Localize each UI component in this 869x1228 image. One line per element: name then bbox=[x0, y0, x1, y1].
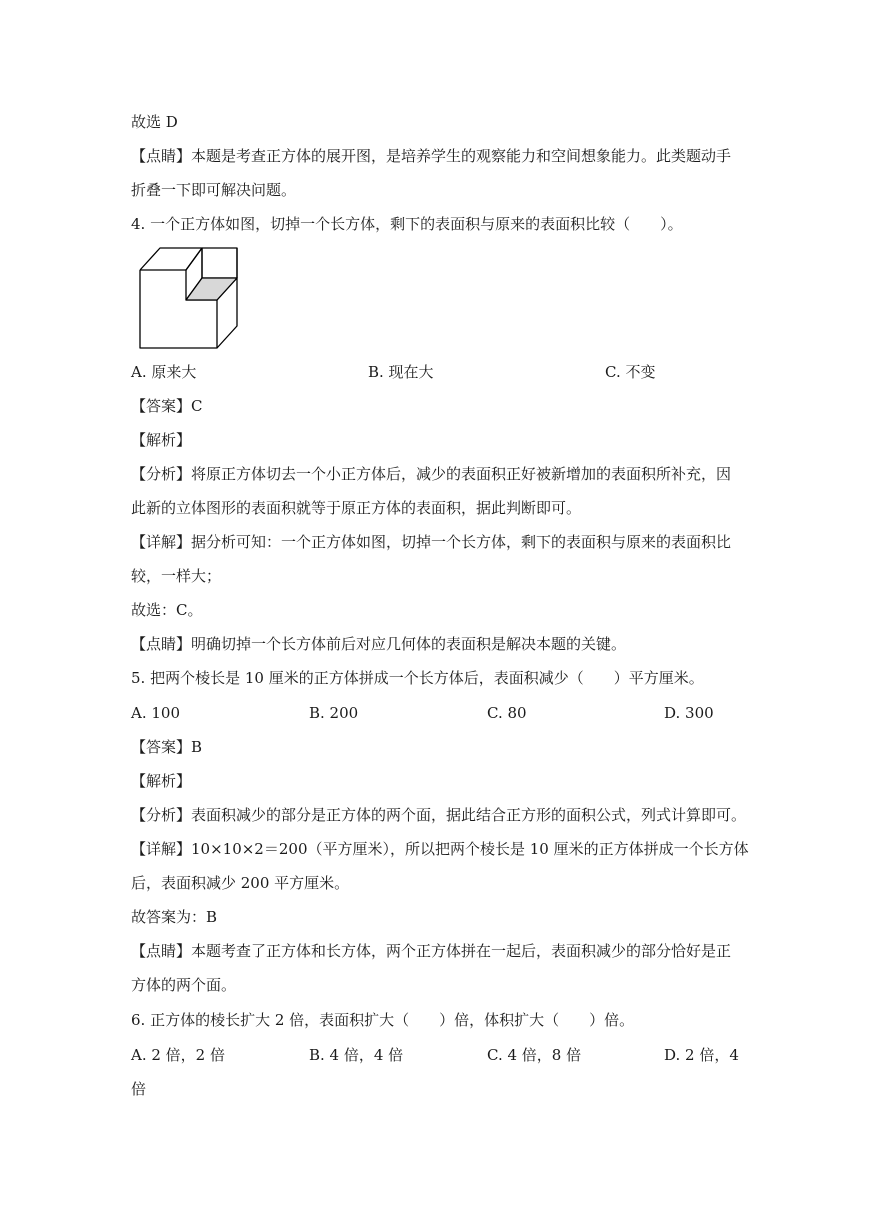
text-line: 倍 bbox=[131, 1080, 147, 1098]
question-6: 6. 正方体的棱长扩大 2 倍，表面积扩大（ ）倍，体积扩大（ ）倍。 bbox=[131, 1011, 635, 1029]
text-line: 【分析】表面积减少的部分是正方体的两个面，据此结合正方形的面积公式，列式计算即可。 bbox=[131, 806, 747, 824]
q6-option-b: B. 4 倍，4 倍 bbox=[309, 1046, 404, 1064]
text-line: 较，一样大； bbox=[131, 567, 222, 585]
q6-option-c: C. 4 倍，8 倍 bbox=[487, 1046, 582, 1064]
text-line: 【答案】B bbox=[131, 738, 203, 756]
text-line: 【解析】 bbox=[131, 431, 192, 449]
text-line: 【分析】将原正方体切去一个小正方体后，减少的表面积正好被新增加的表面积所补充，因 bbox=[131, 465, 732, 483]
text-line: 后，表面积减少 200 平方厘米。 bbox=[131, 874, 350, 892]
question-5: 5. 把两个棱长是 10 厘米的正方体拼成一个长方体后，表面积减少（ ）平方厘米。 bbox=[131, 669, 704, 687]
text-line: 【点睛】明确切掉一个长方体前后对应几何体的表面积是解决本题的关键。 bbox=[131, 635, 627, 653]
q5-option-c: C. 80 bbox=[487, 704, 527, 722]
q5-option-d: D. 300 bbox=[664, 704, 714, 722]
text-line: 故选 D bbox=[131, 113, 178, 131]
q5-option-b: B. 200 bbox=[309, 704, 359, 722]
q4-option-a: A. 原来大 bbox=[131, 363, 197, 381]
text-line: 此新的立体图形的表面积就等于原正方体的表面积，据此判断即可。 bbox=[131, 499, 582, 517]
text-line: 【答案】C bbox=[131, 397, 203, 415]
q4-option-c: C. 不变 bbox=[605, 363, 656, 381]
text-line: 故答案为：B bbox=[131, 908, 218, 926]
text-line: 故选：C。 bbox=[131, 601, 203, 619]
q5-option-a: A. 100 bbox=[131, 704, 180, 722]
text-line: 【详解】据分析可知：一个正方体如图，切掉一个长方体，剩下的表面积与原来的表面积比 bbox=[131, 533, 732, 551]
cube-cutout-figure bbox=[138, 244, 244, 350]
text-line: 【点睛】本题考查了正方体和长方体，两个正方体拼在一起后，表面积减少的部分恰好是正 bbox=[131, 942, 732, 960]
text-line: 【详解】10×10×2＝200（平方厘米），所以把两个棱长是 10 厘米的正方体拼成一个长方体 bbox=[131, 840, 749, 858]
text-line: 方体的两个面。 bbox=[131, 976, 237, 994]
text-line: 【解析】 bbox=[131, 772, 192, 790]
text-line: 【点睛】本题是考查正方体的展开图，是培养学生的观察能力和空间想象能力。此类题动手 bbox=[131, 147, 732, 165]
q4-option-b: B. 现在大 bbox=[368, 363, 434, 381]
question-4: 4. 一个正方体如图，切掉一个长方体，剩下的表面积与原来的表面积比较（ ）。 bbox=[131, 215, 683, 233]
text-line: 折叠一下即可解决问题。 bbox=[131, 181, 297, 199]
q6-option-a: A. 2 倍，2 倍 bbox=[131, 1046, 225, 1064]
q6-option-d: D. 2 倍，4 bbox=[664, 1046, 739, 1064]
